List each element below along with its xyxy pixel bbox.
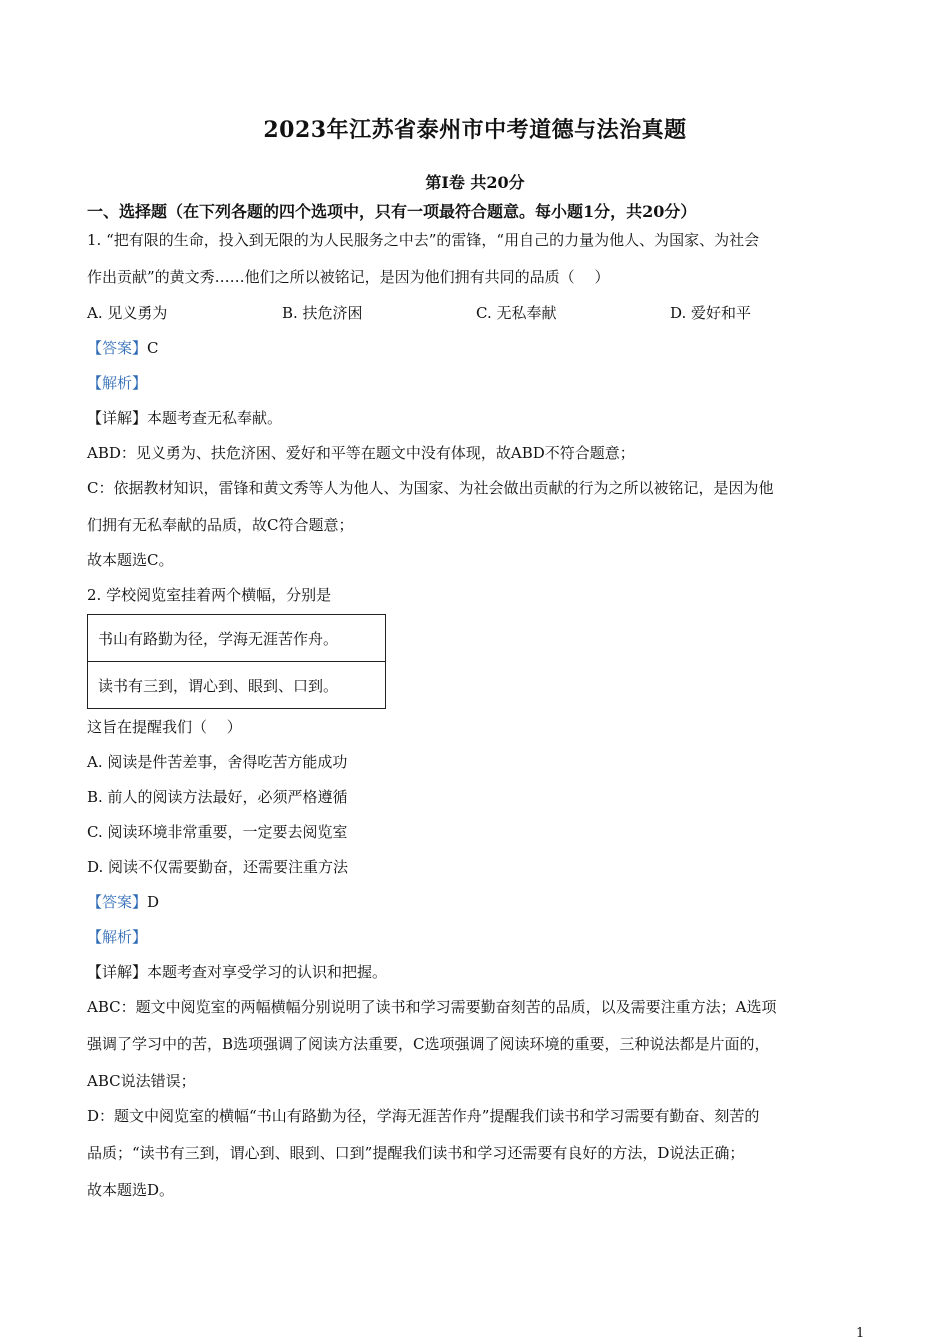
q2-explanation-2b: 品质；“读书有三到，谓心到、眼到、口到”提醒我们读书和学习还需要有良好的方法，D说法正确； xyxy=(87,1144,745,1162)
q1-option-d: D. 爱好和平 xyxy=(670,304,752,322)
q1-explanation-2b: 们拥有无私奉献的品质，故C符合题意； xyxy=(87,516,354,534)
section-title: 第Ⅰ卷 共20分 xyxy=(425,173,525,192)
q2-conclusion: 故本题选D。 xyxy=(87,1181,175,1199)
q2-answer-value: D xyxy=(147,893,160,911)
q2-option-a: A. 阅读是件苦差事，舍得吃苦方能成功 xyxy=(87,753,348,771)
q2-stem: 2. 学校阅览室挂着两个横幅，分别是 xyxy=(87,586,332,604)
q1-explanation-1: ABD：见义勇为、扶危济困、爱好和平等在题文中没有体现，故ABD不符合题意； xyxy=(87,444,635,462)
q2-prompt: 这旨在提醒我们（ ） xyxy=(87,718,242,736)
part-heading: 一、选择题（在下列各题的四个选项中，只有一项最符合题意。每小题1分，共20分） xyxy=(87,202,697,221)
q2-option-c: C. 阅读环境非常重要，一定要去阅览室 xyxy=(87,823,348,841)
q1-answer xyxy=(87,337,159,358)
q2-answer-tag: 【答案】 xyxy=(87,893,148,911)
q2-option-d: D. 阅读不仅需要勤奋，还需要注重方法 xyxy=(87,858,349,876)
q1-stem-line2: 作出贡献”的黄文秀……他们之所以被铭记，是因为他们拥有共同的品质（ ） xyxy=(87,268,610,286)
q1-conclusion: 故本题选C。 xyxy=(87,551,174,569)
q1-answer-tag: 【答案】 xyxy=(87,339,148,357)
q2-detail: 【详解】本题考查对享受学习的认识和把握。 xyxy=(87,963,388,981)
document-title: 2023年江苏省泰州市中考道德与法治真题 xyxy=(263,117,687,143)
q1-option-b: B. 扶危济困 xyxy=(282,304,363,322)
q2-explanation-2a: D：题文中阅览室的横幅“书山有路勤为径，学海无涯苦作舟”提醒我们读书和学习需要有勤奋、刻苦的 xyxy=(87,1107,760,1125)
banner-1: 书山有路勤为径，学海无涯苦作舟。 xyxy=(88,615,386,662)
q1-option-c: C. 无私奉献 xyxy=(476,304,557,322)
q1-detail: 【详解】本题考查无私奉献。 xyxy=(87,409,283,427)
q2-option-b: B. 前人的阅读方法最好，必须严格遵循 xyxy=(87,788,348,806)
q2-explanation-1a: ABC：题文中阅览室的两幅横幅分别说明了读书和学习需要勤奋刻苦的品质，以及需要注重方法；A选项 xyxy=(87,998,777,1016)
banner-2: 读书有三到，谓心到、眼到、口到。 xyxy=(88,662,386,709)
q2-answer xyxy=(87,891,159,912)
q2-analysis-tag: 【解析】 xyxy=(87,928,148,946)
q2-explanation-1c: ABC说法错误； xyxy=(87,1072,196,1090)
q1-stem-line1: 1. “把有限的生命，投入到无限的为人民服务之中去”的雷锋，“用自己的力量为他人、为国家、为社会 xyxy=(87,231,760,249)
page-number: 1 xyxy=(856,1326,865,1341)
q1-option-a: A. 见义勇为 xyxy=(87,304,168,322)
q1-analysis-tag: 【解析】 xyxy=(87,374,148,392)
banner-table xyxy=(87,614,386,709)
q1-answer-value: C xyxy=(147,339,159,357)
q2-explanation-1b: 强调了学习中的苦，B选项强调了阅读方法重要，C选项强调了阅读环境的重要，三种说法都是片面的， xyxy=(87,1035,770,1053)
q1-explanation-2a: C：依据教材知识，雷锋和黄文秀等人为他人、为国家、为社会做出贡献的行为之所以被铭记，是因为他 xyxy=(87,479,774,497)
